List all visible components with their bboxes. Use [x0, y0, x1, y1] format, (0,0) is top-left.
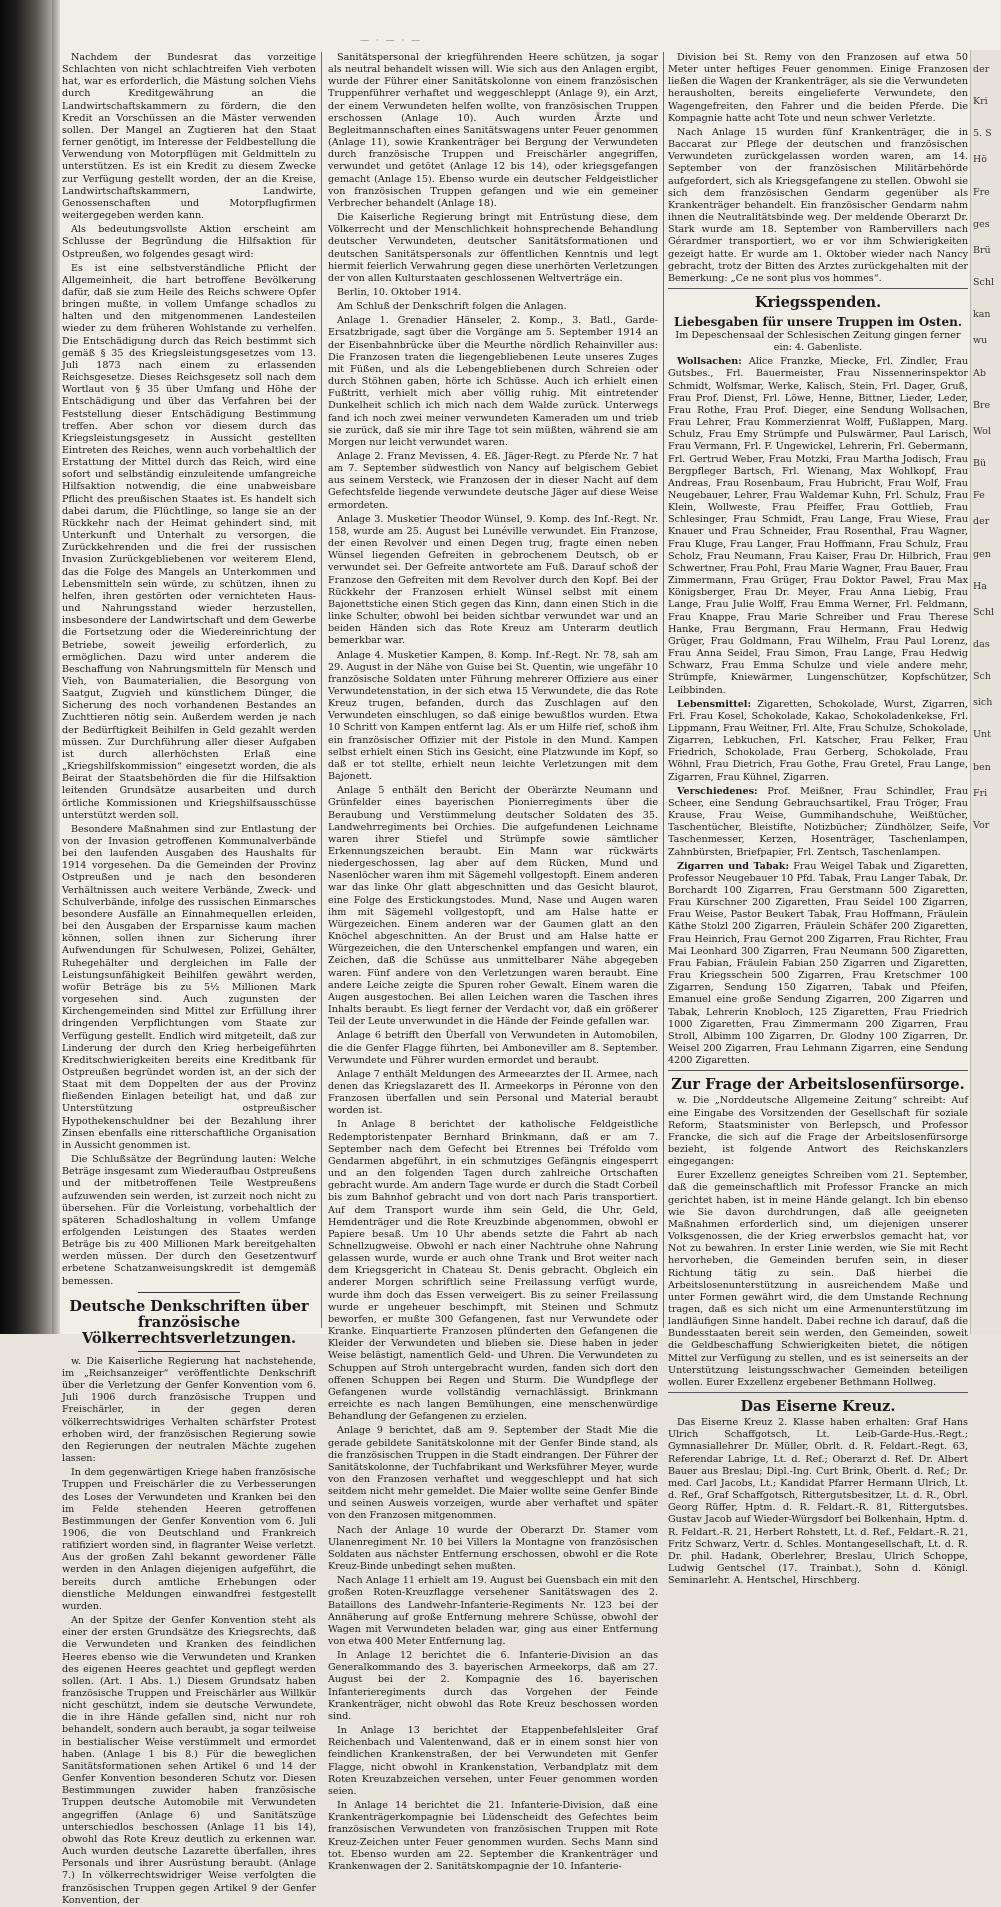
paragraph: Division bei St. Remy von den Franzosen auf etwa 50 Meter unter heftiges Feuer genommen. Einige Franzosen ließen die Wagen der Krankenträger, als sie die Verwundeten herausholten, bereits eingelieferte Verwundete, den Wagengefreiten, den Fahrer und die beiden Pferde. Die Kompagnie hatte acht Tote und neun schwer Verletzte. — [668, 52, 968, 124]
paragraph: Anlage 5 enthält den Bericht der Oberärzte Neumann und Grünfelder eines bayerischen Pionierregiments über die Beraubung und Verstümmelung deutscher Soldaten des 35. Landwehrregiments bei Orchies. Die aufgefundenen Leichname waren ihrer Stiefel und Strümpfe sowie sämtlicher Erkennungszeichen beraubt. Ein Mann war rückwärts niedergeschossen, lag aber auf dem Rücken, Mund und Nasenlöcher waren ihm mit Sägemehl vollgestopft. Einem anderen war das linke Ohr glatt abgeschnitten und das Gesicht blaurot, eine Folge des Erstickungstodes. Mund, Nase und Augen waren ihm mit Sägemehl vollgestopft, und am Halse hatte er Würgezeichen. Einem anderen war der Gaumen glatt an den Knöchel abgeschnitten. An der Brust und am Halse hatte er Würgezeichen, die den Unterschenkel empfangen und waren, ein Zeichen, daß die Schüsse aus unmittelbarer Nähe abgegeben waren. Fünf andere von den Verletzungen waren beraubt. Eine andere Leiche zeigte die Spuren roher Gewalt. Einem waren die Augen ausgestochen. Bei allen Leichen waren die Taschen ihres Inhalts beraubt. Es liegt ferner der Verdacht vor, daß ein größerer Teil der Leute unverwundet in die Hände der Feinde gefallen war. — [328, 785, 658, 1028]
column-2 — [328, 52, 658, 1872]
donations-lebensmittel — [668, 699, 968, 784]
paragraph: Anlage 9 berichtet, daß am 9. September der Stadt Mie die gerade gebildete Sanitätskolonne mit der Genfer Binde stand, als die französischen Truppen in die Stadt eindrangen. Der Führer der Sanitätskolonne, der Tuchfabrikant und Werksführer Meyer, wurde von den Franzosen verhaftet und weggeschleppt und hat sich seitdem nicht mehr gemeldet. Die Maier wollte seine Genfer Binde und seinen Ausweis vorzeigen, wurde aber verhaftet und später von den Franzosen mitgenommen. — [328, 1425, 658, 1522]
text-zigarren: Frau Weigel Tabak und Zigaretten, Professor Neugebauer 10 Pfd. Tabak, Frau Langer Tabak, Dr. Borchardt 100 Zigarren, Frau Gerstmann 500 Zigaretten, Frau Kürschner 200 Zigaretten, Frau Seidel 100 Zigarren, Frau Weise, Pastor Beukert Tabak, Frau Hoffmann, Fräulein Käthe Stolzl 200 Zigarren, Fräulein Schäfer 200 Zigaretten, Frau Heinrich, Frau Gernot 200 Zigarren, Frau Richter, Frau Mai Leonhard 300 Zigarren, Frau Neumann 500 Zigaretten, Frau Fabian, Fräulein Fabian 250 Zigarren und Zigaretten, Frau Kriegsschein 500 Zigarren, Frau Kretschmer 100 Zigarren, Sendung 150 Zigarren, Tabak und Pfeifen, Emanuel eine große Sendung Zigarren, 200 Zigarren und Tabak, Lehrerin Knobloch, 125 Zigaretten, Frau Friedrich 1000 Zigaretten, Frau Zimmermann 200 Zigarren, Frau Stroll, Albimm 100 Zigarren, Dr. Glodny 100 Zigarren, Dr. Weisel 200 Zigarren, Frau Lehmann Zigarren, eine Sendung 4200 Zigaretten. — [668, 860, 968, 1067]
column-1-paragraphs — [62, 52, 316, 1288]
label-lebensmittel: Lebensmittel: — [677, 698, 751, 710]
paragraph: Anlage 3. Musketier Theodor Wünsel, 9. Komp. des Inf.-Regt. Nr. 158, wurde am 25. August bei Lunéville verwundet. Ein Franzose, der einen Revolver und einen Degen trug, fragte einen neben Wünsel liegenden Gefreiten in gebrochenem Deutsch, ob er verwundet sei. Der Gefreite antwortete am Fuß. Darauf schoß der Franzose den Gefreiten mit dem Revolver durch den Kopf. Bei der Rückkehr der Franzosen erhielt Wünsel selbst mit einem Bajonettstiche einen Stich gegen das Kinn, dann einen Stich in die linke Schulter, obwohl bei beiden sichtbar verwundet war und an beiden Händen sich das Rote Kreuz am Unterarm deutlich bemerkbar war. — [328, 513, 658, 647]
section-divider-2 — [668, 1070, 968, 1071]
paragraph: Anlage 4. Musketier Kampen, 8. Komp. Inf.-Regt. Nr. 78, sah am 29. August in der Nähe von Guise bei St. Quentin, wie ungefähr 10 französische Soldaten unter Führung mehrerer Offiziere aus einer Verwundetenstation, in der sich etwa 15 Verwundete, die das Rote Kreuz trugen, befanden, durch das Zuschlagen auf den Verwundeten einschlugen, so daß einige bewußtlos wurden. Etwa 10 Schritt von Kampen entfernt lag. Als er um Hilfe rief, schoß ihm ein französischer Offizier mit der Pistole in den Mund. Kampen selbst erhielt einen Stich ins Gesicht, eine Platzwunde im Kopf, so daß er tot stellte, erhielt neun leichte Verletzungen mit dem Bajonett. — [328, 649, 658, 783]
paragraph: In Anlage 14 berichtet die 21. Infanterie-Division, daß eine Krankenträgerkompagnie bei Lüdenscheidt des Gefechtes beim französischen Verwundeten von französischen Truppen mit Rote Kreuz-Zeichen unter Feuer genommen wurden. Sechs Mann sind tot. Ebenso wurden am 22. September die Krankenträger und Krankenwagen der 2. Sanitätskompagnie der 10. Infanterie- — [328, 1800, 658, 1872]
label-wollsachen: Wollsachen: — [677, 356, 742, 368]
adjacent-page-fragment: 5. S — [973, 128, 992, 140]
section-title-eisernes-kreuz: Das Eiserne Kreuz. — [740, 1398, 896, 1416]
book-binding-shadow — [0, 0, 52, 1334]
adjacent-page-fragment: Kri — [973, 96, 988, 108]
adjacent-page-edge — [970, 50, 1001, 1334]
paragraph: Anlage 6 betrifft den Überfall von Verwundeten in Automobilen, die die Genfer Flagge führten, bei Amboneviller am 8. September. Verwundete und Führer wurden ermordet und beraubt. — [328, 1030, 658, 1066]
section-title-arbeitslosenfuersorge: Zur Frage der Arbeitslosenfürsorge. — [671, 1076, 965, 1094]
adjacent-page-fragment: ben — [973, 761, 991, 773]
adjacent-page-fragment: Ha — [973, 580, 987, 592]
paragraph: Nachdem der Bundesrat das vorzeitige Schlachten von nicht schlachtreifen Vieh verboten hat, war es erforderlich, die Mästung solchen Viehs durch Kreditgewährung an die Landwirtschaftskammern zu fördern, die den Kredit an Vorschüssen an die Mäster verwenden sollen. Der Mangel an Zugtieren hat den Staat ferner genötigt, im Interesse der Feldbestellung die Verwendung von Motorpflügen mit Geldmitteln zu unterstützen. Es ist ein Kredit zu diesem Zwecke zur Verfügung gestellt worden, der an die Kreise, Landwirtschaftskammern, Landwirte, Genossenschaften und Motorpflugfirmen weitergegeben werden kann. — [62, 52, 316, 222]
adjacent-page-fragment: Bü — [973, 458, 987, 470]
paragraph: Die Schlußsätze der Begründung lauten: Welche Beträge insgesamt zum Wiederaufbau Ostpreußens und der mitbetroffenen Teile Westpreußens aufzuwenden sein werden, ist zurzeit noch nicht zu übersehen. Für die Vorleistung, vorbehaltlich der späteren Schadloshaltung in vollem Umfange erfolgenden Leistungen des Staates werden Beträge bis zu 400 Millionen Mark bereitgehalten werden müssen. Der durch den Gesetzentwurf erbetene Schatzanweisungskredit ist demgemäß bemessen. — [62, 1154, 316, 1287]
column-rule-1 — [321, 52, 322, 1328]
adjacent-page-fragment: Unt — [973, 729, 991, 741]
adjacent-page-fragment: Vor — [973, 819, 990, 831]
adjacent-page-fragment: sich — [973, 697, 993, 709]
paragraph: In Anlage 8 berichtet der katholische Feldgeistliche Redemptoristenpater Bernhard Brinkmann, daß er am 7. September nach dem Gefecht bei Etrennes bei Tréfoldo vom Gendarmen abgeführt, in ein schmutziges Gefängnis eingesperrt und an den folgenden Tagen durch zahlreiche Ortschaften gebracht wurde. Am andern Tage wurde er durch die Stadt Corbeil bis zum Bahnhof gebracht und von dort nach Paris transportiert. Auf dem Transport wurde ihm sein Geld, die Uhr, Geld, Hemdenträger und die Rote Kreuzbinde abgenommen, obwohl er Papiere besaß. Um 10 Uhr abends setzte die Fahrt ab nach Schnellzugweise. Obwohl er nach einer Nachtruhe ohne Nahrung gelassen wurde, wurde er auch ohne Trank und Brot weiter nach dem Kriegsgericht in Chateau St. Denis gebracht. Obgleich ein anderer Morgen schriftlich seine Freilassung verfügt wurde, wurde ihm doch das Essen verweigert. Bis zu seiner Freilassung wurde er ungeheuer beschimpft, mit Steinen und Schmutz beworfen, er mußte 300 Gefangenen, fast nur Verwundete oder Kranke. Einquartierte Franzosen plünderten den Gefangenen die Kleider der Verwundeten und blieben sie. Diese haben in jeder Weise belästigt, namentlich Geld- und Uhren. Die Verwundeten zu Schuppen auf Stroh untergebracht wurden, fanden sich dort den offenen Schuppen bei Regen und Sturm. Die Wundpflege der Gefangenen wurde vollständig vernachlässigt. Brinkmann erreichte es nach langen Bemühungen, eine menschenwürdige Behandlung der Gefangenen zu erzielen. — [328, 1119, 658, 1423]
adjacent-page-fragment: ges — [973, 218, 990, 230]
text-verschiedenes: Prof. Meißner, Frau Schindler, Frau Scheer, eine Sendung Gebrauchsartikel, Frau Tröger, Frau Krause, Frau Weise, Gummihandschuhe, Weißtücher, Taschentücher, Bleistifte, Notizbücher; Zündhölzer, Seife, Taschenmesser, Kerzen, Hosenträger, Taschenlampen, Zahnbürsten, Briefpapier, Frl. Zentsch, Taschenlampen. — [668, 785, 968, 858]
arbeitslosen-paragraphs — [668, 1095, 968, 1389]
paragraph: An der Spitze der Genfer Konvention steht als einer der ersten Grundsätze des Kriegsrechts, daß die Verwundeten und Kranken des feindlichen Heeres ebenso wie die Verwundeten und Kranken des eigenen Heeres geachtet und gepflegt werden sollen. (Art. 1 Abs. 1.) Diesem Grundsatz haben französische Truppen und Freischärler aus Willkür nicht geschützt, indem sie deutsche Verwundete, die in ihre Hände gefallen sind, nicht nur roh behandelt, sondern auch beraubt, ja sogar teilweise in bestialischer Weise verstümmelt und ermordet haben. (Anlage 1 bis 8.) Für die beweglichen Sanitätsformationen sehen Artikel 6 und 14 der Genfer Konvention besonderen Schutz vor. Diesen Bestimmungen zuwider haben französische Truppen deutsche Automobile mit Verwundeten angegriffen (Anlage 6) und Sanitätszüge unterschiedlos beschossen (Anlage 11 bis 14), obwohl das Rote Kreuz deutlich zu erkennen war. Auch wurden deutsche Lazarette überfallen, ihres Personals und ihrer Ausrüstung beraubt. (Anlage 7.) In völkerrechtswidriger Weise verfolgten die französischen Truppen gegen Artikel 9 der Genfer Konvention, der — [62, 1615, 316, 1906]
paragraph: Eurer Exzellenz geneigtes Schreiben vom 21. September, daß die gemeinschaftlich mit Professor Francke an mich gerichtet haben, ist in meine Hände gelangt. Ich bin ebenso wie Sie davon durchdrungen, daß alle geeigneten Maßnahmen erforderlich sind, um diejenigen unserer Volksgenossen, die der Krieg erwerbslos gemacht hat, vor Not zu bewahren. In erster Linie werden, wie Sie mit Recht hervorheben, die Gemeinden berufen sein, in dieser Richtung tätig zu sein. Daß hierbei die Arbeitslosenunterstützung in ausreichendem Maße und unter Formen gewährt wird, die dem Umstande Rechnung tragen, daß es sich nicht um eine Armenunterstützung im landläufigen Sinne handelt. Dabei rechne ich darauf, daß die Bundesstaaten bereit sein werden, den Gemeinden, soweit die Geldbeschaffung Schwierigkeiten bietet, die nötigen Mittel zur Verfügung zu stellen, und es ist seinerseits an der Unterstützung leistungsschwacher Gemeinden beteiligen wollen. Eurer Exzellenz ergebener Bethmann Hollweg. — [668, 1170, 968, 1388]
donations-wollsachen — [668, 356, 968, 696]
paragraph: In Anlage 12 berichtet die 6. Infanterie-Division an das Generalkommando des 3. bayerischen Armeekorps, daß am 27. August bei der 2. Kompagnie des 16. bayerischen Infanterieregiments durch das Vorgehen der Feinde Krankenträger, nicht obwohl das Rote Kreuz beschossen worden sind. — [328, 1650, 658, 1722]
adjacent-page-fragment: Hö — [973, 154, 988, 166]
paragraph: In dem gegenwärtigen Kriege haben französische Truppen und Freischärler die zu Verbesserungen des Loses der Verwundeten und Kranken bei den im Felde stehenden Heeren getroffenen Bestimmungen der Genfer Konvention vom 6. Juli 1906, die von Deutschland und Frankreich ratifiziert worden sind, in flagranter Weise verletzt. Aus der großen Zahl bekannt gewordener Fälle werden in den Anlagen diejenigen aufgeführt, die bereits durch amtliche Erhebungen oder dienstliche Meldungen einwandfrei festgestellt wurden. — [62, 1467, 316, 1612]
adjacent-page-fragment: der — [973, 64, 990, 75]
paragraph: w. Die Kaiserliche Regierung hat nachstehende, im „Reichsanzeiger“ veröffentlichte Denkschrift über die Verletzung der Genfer Konvention vom 6. Juli 1906 durch französische Truppen und Freischärler, in der gegen deren völkerrechtswidriges Verhalten schärfster Protest erhoben wird, der französischen Regierung sowie den Regierungen der neutralen Mächte zugehen lassen: — [62, 1355, 316, 1465]
article-title-denkschriften: Deutsche Denkschriften über französische Völkerrechtsverletzungen. — [69, 1297, 309, 1347]
paragraph: Anlage 7 enthält Meldungen des Armeearztes der II. Armee, nach denen das Kriegslazarett des II. Armeekorps in Péronne von den Franzosen überfallen und sein Personal und Material beraubt worden ist. — [328, 1068, 658, 1117]
top-margin-mark: — · — · — — [360, 36, 423, 46]
column-1-article-paragraphs — [62, 1356, 316, 1907]
paragraph: Anlage 1. Grenadier Hänseler, 2. Komp., 3. Batl., Garde-Ersatzbrigade, sagt über die Vorgänge am 5. September 1914 an der Eisenbahnbrücke über die Meurthe nördlich Rehainviller aus: Die Franzosen traten die liegengebliebenen Leute unseres Zuges mit Füßen, und als die Lebengebliebenen durch Schreien oder durch Stöhnen gaben, hörte ich Schüsse. Auch ich erhielt einen Fußtritt, verhielt mich aber völlig ruhig. Mit eintretender Dunkelheit schlich ich mich nach dem Walde zurück. Unterwegs fand ich noch zwei meiner verwundeten Kameraden um und trieb sie zurück, daß sie mir ihre Tage tot sein müßten, während sie am Morgen nur leicht verwundet waren. — [328, 315, 658, 448]
page-gutter — [52, 0, 60, 1334]
adjacent-page-fragment: gen — [973, 548, 991, 560]
column-3-top-paragraphs — [668, 52, 968, 285]
paragraph: Am Schluß der Denkschrift folgen die Anlagen. — [337, 301, 567, 313]
adjacent-page-fragment: Fe — [973, 490, 985, 502]
section-title-kriegsspenden: Kriegsspenden. — [754, 293, 882, 311]
donations-zigarren — [668, 861, 968, 1068]
adjacent-page-fragment: wu — [973, 335, 988, 347]
paragraph: Berlin, 10. Oktober 1914. — [337, 286, 462, 298]
adjacent-page-fragment: Fre — [973, 186, 990, 198]
paragraph: Anlage 2. Franz Mevissen, 4. Eß. Jäger-Regt. zu Pferde Nr. 7 hat am 7. September südwestlich von Nancy auf belgischem Gebiet aus seinem Versteck, wie Franzosen der in dieser Nacht auf dem Gefechtsfelde liegende verwundete deutsche Jäger auf diese Weise ermordeten. — [328, 451, 658, 511]
article-divider — [138, 1292, 240, 1293]
adjacent-page-fragment: Bre — [973, 399, 991, 411]
paragraph: Es ist eine selbstverständliche Pflicht der Allgemeinheit, die hart betroffene Bevölkerung dafür, daß sie zum Heile des Reichs schwere Opfer bringen mußte, in vollem Umfange schadlos zu halten und den mitgenommenen Landesteilen wieder zu dem früheren Wohlstande zu verhelfen. Die Entschädigung durch das Reich bestimmt sich gemäß § 35 des Kriegsleistungsgesetzes vom 13. Juli 1873 nach einem zu erlassenden Reichsgesetze. Dieses Reichsgesetz soll nach dem Wortlaut von § 35 über Umfang und Höhe der Entschädigung und über das Verfahren bei der Feststellung dieser Entschädigung Bestimmung treffen. Aber schon vor diesem durch das Kriegsleistungsgesetz in Aussicht gestellten Eintreten des Reiches, wenn auch vorbehaltlich der Erstattung der Mittel durch das Reich, wird eine sofort und selbständig einzuleitende umfangreiche Hilfsaktion notwendig, die eine unabweisbare Pflicht des preußischen Staates ist. Es handelt sich dabei darum, die Flüchtlinge, so lange sie an der Rückkehr nach der Heimat gehindert sind, mit Unterkunft und Unterhalt zu versorgen, die Zurückkehrenden und die frei der russischen Invasion Zurückgebliebenen vor weiterem Elend, das die Folge des Mangels an Unterkommen und Lebensmitteln sein würde, zu schützen, ihnen zu helfen, ihren gestörten oder vernichteten Haus- und Nahrungsstand wieder herzustellen, insbesondere der Landwirtschaft und dem Gewerbe die Fortsetzung oder die Wiedereinrichtung der Betriebe, soweit jeweilig erforderlich, zu ermöglichen. Dazu wird unter anderem die Beschaffung von Nahrungsmitteln für Mensch und Vieh, von Baumaterialien, die Besorgung von Saatgut, Zugvieh und künstlichem Dünger, die Sicherung des noch vorhandenen Bestandes an Zuchttieren nötig sein. Außerdem werden je nach der Bedürftigkeit Beihilfen in Geld gezahlt werden müssen. Zur Durchführung aller dieser Aufgaben ist durch allerhöchsten Erlaß eine „Kriegshilfskommission“ eingesetzt worden, die als Beirat der Staatsbehörden die für die Hilfsaktion leitenden Grundsätze ausarbeiten und durch örtliche Kommissionen und Kriegshilfsausschüsse unterstützt werden soll. — [62, 262, 316, 821]
paragraph: In Anlage 13 berichtet der Etappenbefehlsleiter Graf Reichenbach und Valentenwand, daß er in einem sonst hier von feindlichen Krankenstraßen, der bei Verwundeten mit Genfer Flagge, nicht obwohl in Krankenstation, Verbandplatz mit dem Roten Kreuzabzeichen versehen, unter Feuer genommen worden seien. — [328, 1725, 658, 1797]
adjacent-page-fragment: das — [973, 638, 990, 650]
paragraph: Besondere Maßnahmen sind zur Entlastung der von der Invasion getroffenen Kommunalverbände bei den laufenden Ausgaben des Haushalts für 1914 vorgesehen. Da die Gemeinden der Provinz Ostpreußen und je nach den besonderen Verhältnissen auch weitere Verbände, Zweck- und Schulverbände, infolge des russischen Einmarsches besondere Ausfälle an Einnahmequellen erleiden, bei den Ausgaben der Ersparnisse kaum machen können, sollen ihnen zur Sicherung ihrer Aufwendungen für Schulwesen, Polizei, Gehälter, Ruhegehälter und dergleichen im Falle der Leistungsunfähigkeit Beihilfen gewährt werden, wofür Beträge bis zu 5½ Millionen Mark vorgesehen sind. Auch zugunsten der Kirchengemeinden sind Mittel zur Erfüllung ihrer dringenden Verpflichtungen vom Staate zur Verfügung gestellt. Endlich wird mitgeteilt, daß zur Linderung der durch den Krieg herbeigeführten Kreditschwierigkeiten bereits eine Kreditbank für Ostpreußen begründet worden ist, an der sich der Staat mit dem Doppelten der aus der Provinz fließenden Einlagen beteiligt hat, und daß zur Unterstützung ostpreußischer Hypothekenschuldner bei der Bezahlung ihrer Zinsen ebenfalls eine ritterschaftliche Organisation in Aussicht genommen ist. — [62, 823, 316, 1151]
adjacent-page-fragment: Ab — [973, 367, 986, 379]
paragraph: Nach Anlage 11 erhielt am 19. August bei Guensbach ein mit den großen Roten-Kreuzflagge versehener Sanitätswagen des 2. Bataillons des Landwehr-Infanterie-Regiments Nr. 123 bei der Annäherung auf große Entfernung mehrere Schüsse, obwohl der Wagen mit Verwundeten beladen war, ging aus einer Entfernung von etwa 400 Meter Entfernung lag. — [328, 1575, 658, 1647]
article-title-rule — [138, 1351, 240, 1352]
column-3 — [668, 52, 968, 1587]
text-lebensmittel: Zigaretten, Schokolade, Wurst, Zigarren, Frl. Frau Kosel, Schokolade, Kakao, Schokoladenkekse, Frl. Lippmann, Frau Weitner, Frl. Alte, Frau Schulze, Schokolade, Zigarren, Lebkuchen, Frl. Katscher, Frau Felker, Frau Friedrich, Schokolade, Frau Gerberg, Schokolade, Frau Wöhnl, Frau Dietrich, Frau Gothe, Frau Gretel, Frau Lange, Zigarren, Frau Kühnel, Zigarren. — [668, 698, 968, 783]
adjacent-page-fragment: Schl — [973, 277, 994, 289]
eisernes-kreuz-text: Das Eiserne Kreuz 2. Klasse haben erhalten: Graf Hans Ulrich Schaffgotsch, Lt. Leib-Garde-Hus.-Regt.; Gymnasiallehrer Dr. Müller, Obrlt. d. R. Feldart.-Regt. 63, Referendar Labrige, Lt. d. Ref.; Oberarzt d. Ref. Dr. Albert Bauer aus Breslau; Dipl.-Ing. Curt Brink, Oberlt. d. Ref.; Dr. med. Carl Jacobs, Lt.; Kandidat Pfarrer Hermann Ulrich, Lt. d. Ref., Graf Schaffgotsch, Rittergutsbesitzer, Lt. d. R., Obrl. Georg Rüffer, Hptm. d. R. Feldart.-R. 81, Rittergutsbes. Gustav Jacob auf Wieder-Würgsdorf bei Bolkenhain, Hptm. d. R. Feldart.-R. 21, Herbert Rohstett, Lt. d. Ref., Feldart.-R. 21, Fritz Schwarz, Vertr. d. Schles. Montangesellschaft, Lt. d. R. Dr. phil. Hadank, Oberlehrer, Breslau, Ulrich Schoppe, Ludwig Gentschel (17. Trainbat.), Sohn d. Königl. Seminarlehr. A. Hentschel, Hirschberg. — [668, 1417, 968, 1587]
paragraph: Die Kaiserliche Regierung bringt mit Entrüstung diese, dem Völkerrecht und der Menschlichkeit hohnsprechende Behandlung deutscher Verwundeten, deutscher Sanitätsformationen und deutschen Sanitätspersonals zur öffentlichen Kenntnis und legt hiermit feierlich Verwahrung gegen diese unerhörten Verletzungen der von allen Kulturstaaten geschlossenen Weltverträge ein. — [328, 212, 658, 284]
paragraph: w. Die „Norddeutsche Allgemeine Zeitung“ schreibt: Auf eine Eingabe des Vorsitzenden der Gesellschaft für soziale Reform, Staatsminister von Berlepsch, und Professor Francke, die sich auf die Frage der Arbeitslosenfürsorge bezieht, ist folgende Antwort des Reichskanzlers eingegangen: — [668, 1095, 968, 1168]
column-2-paragraphs — [328, 52, 658, 1873]
paragraph: Sanitätspersonal der kriegführenden Heere schützen, ja sogar als neutral behandelt wissen will. Wie sich aus den Anlagen ergibt, wurde der Führer einer Sanitätskolonne von einem französischen Truppenführer verhaftet und weggeschleppt (Anlage 9), ein Arzt, der einem Verwundeten helfen wollte, von französischen Truppen erschossen (Anlage 10). Auch wurden Ärzte und Begleitmannschaften eines Sanitätswagens unter Feuer genommen (Anlage 11), sowie Krankenträger bei Bergung der Verwundeten durch französische Truppen und Freischärler angegriffen, verwundet und getötet (Anlage 12 bis 14), oder kriegsgefangen gemacht (Anlage 15). Ebenso wurde ein deutscher Feldgeistlicher von französischen Truppen gefangen und wie ein gemeiner Verbrecher behandelt (Anlage 18). — [328, 52, 658, 209]
paragraph: Nach Anlage 15 wurden fünf Krankenträger, die in Baccarat zur Pflege der deutschen und französischen Verwundeten zurückgelassen worden waren, am 14. September von der französischen Militärbehörde aufgefordert, sich als Kriegsgefangene zu stellen. Obwohl sie sich dem französischen Gendarm gegenüber als Krankenträger behandelt. Ein französischer Gendarm nahm ihnen die Neutralitätsbinde weg. Der meldende Oberarzt Dr. Stark wurde am 18. September von Rambervillers nach Gérardmer transportiert, wo er vor ihm Schwierigkeiten gezeigt hatte. Er wurde am 1. Oktober wieder nach Nancy gebracht, trotz der Bitten des Arztes zurückgehalten mit der Bemerkung: „Ce ne sont plus vos hommes“. — [668, 126, 968, 284]
adjacent-page-fragment: Wol — [973, 425, 991, 437]
adjacent-page-fragment: kan — [973, 309, 991, 321]
adjacent-page-fragment: Sch — [973, 671, 991, 683]
section-divider-3 — [668, 1392, 968, 1393]
adjacent-page-fragment: der — [973, 516, 990, 528]
adjacent-page-fragment: Fri — [973, 787, 988, 799]
label-zigarren: Zigarren und Tabak: — [677, 860, 789, 872]
section-intro: Im Depeschensaal der Schlesischen Zeitung gingen ferner ein: 4. Gabenliste. — [675, 329, 961, 354]
adjacent-page-fragment: Schl — [973, 606, 994, 618]
paragraph: Nach der Anlage 10 wurde der Oberarzt Dr. Stamer vom Ulanenregiment Nr. 10 bei Villers la Montagne von französischen Soldaten aus nächster Entfernung erschossen, obwohl er die Rote Kreuz-Binde unbedingt sehen mußten. — [328, 1524, 658, 1573]
section-subtitle-liebesgaben: Liebesgaben für unsere Truppen im Osten. — [673, 314, 962, 329]
section-divider — [668, 288, 968, 289]
paragraph: Als bedeutungsvollste Aktion erscheint am Schlusse der Begründung die Hilfsaktion für Ostpreußen, wo folgendes gesagt wird: — [62, 224, 316, 260]
donations-verschiedenes — [668, 786, 968, 859]
label-verschiedenes: Verschiedenes: — [677, 785, 758, 797]
text-wollsachen: Alice Franzke, Miecke, Frl. Zindler, Frau Gutsbes., Frl. Bauermeister, Frau Nissennerinspektor Schmidt, Wolfsmar, Werke, Kalisch, Stein, Frl. Dager, Gruß, Frau Prof. Dienst, Frl. Löwe, Henne, Bittner, Lieder, Leder, Frau Rothe, Frau Prof. Dieger, eine Sendung Wollsachen, Frau Lehrer, Frau Kommerzienrat Wolff, Fußlappen, Marg. Schulz, Frau Emy Strümpfe und Pulswärmer, Paul Larisch, Frau Vermann, Frl. F. Ungewickel, Lehrerin, Frl. Gebermann, Frl. Gertrud Weber, Frau Motzki, Frau Martha Jodisch, Frau Bergpfleger Bartsch, Frl. Wienang, Max Wohlkopf, Frau Andreas, Frau Rosenbaum, Frau Hubricht, Frau Wolf, Frau Neugebauer, Lehrer, Frau Waldemar Kuhn, Frl. Schulz, Frau Klein, Wollweste, Frau Pfeiffer, Frau Gottlieb, Frau Schlesinger, Frau Schmidt, Frau Lange, Frau Wiese, Frau Knauer und Frau Schneider, Frau Rosenthal, Frau Wagner, Frau Kluge, Frau Langer, Frau Hoffmann, Frau Schulz, Frau Scholz, Frau Neumann, Frau Kaiser, Frau Dr. Hilbrich, Frau Schwertner, Frau Pohl, Frau Marie Wagner, Frau Bauer, Frau Zimmermann, Frau Grüger, Frau Doktor Pawel, Frau Max Königsberger, Frau Dr. Meyer, Frau Anna Liebig, Frau Lange, Frau Julie Wolff, Frau Emma Werner, Frl. Feldmann, Frau Knappe, Frau Marie Schreiber und Frau Therese Hanke, Frau Bergmann, Frau Hermann, Frau Hedwig Grüger, Frau Goldmann, Frau Wilhelm, Frau Paul Lorenz, Frau Anna Seidel, Frau Simon, Frau Lange, Frau Hedwig Schwarz, Frau Emma Schulze und viele andere mehr, Strümpfe, Kniewärmer, Lungenschützer, Kopfschützer, Leibbinden. — [668, 356, 968, 696]
column-1 — [62, 52, 316, 1906]
adjacent-page-fragment: Brü — [973, 244, 991, 256]
column-rule-2 — [663, 52, 664, 1328]
